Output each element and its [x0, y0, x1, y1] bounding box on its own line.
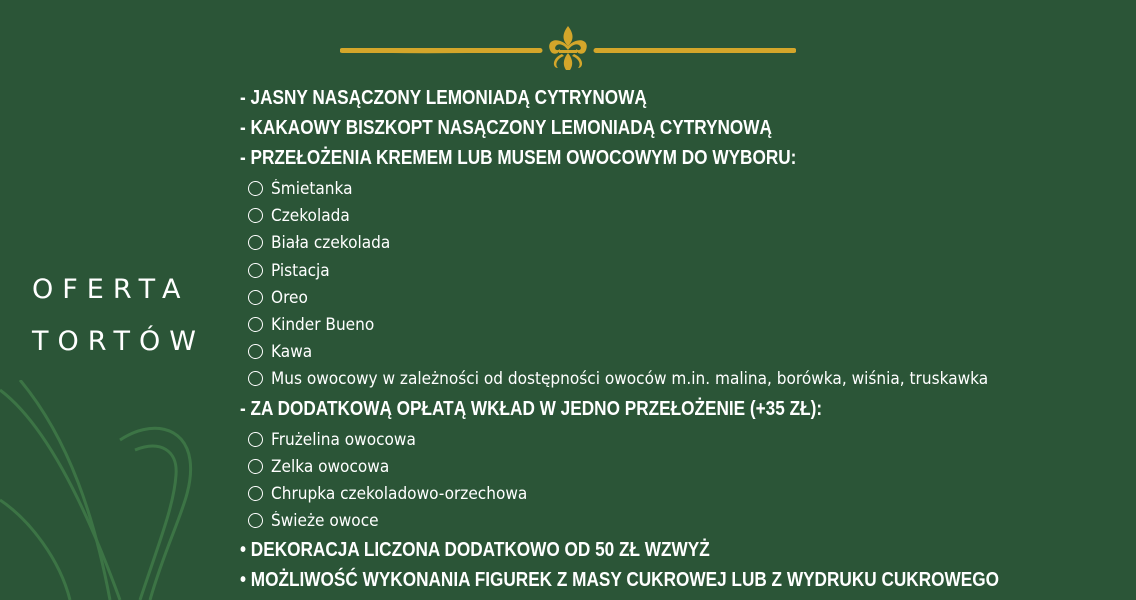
extra-option-label: Chrupka czekoladowo-orzechowa [271, 483, 528, 503]
radio-circle-icon[interactable] [248, 235, 263, 250]
filling-option-label: Biała czekolada [271, 233, 391, 253]
figurines-note: • MOŻLIWOŚĆ WYKONANIA FIGUREK Z MASY CUKROWEJ LUB Z WYDRUKU CUKROWEGO [240, 569, 999, 592]
extra-option[interactable] [240, 480, 1120, 507]
radio-circle-icon[interactable] [248, 208, 263, 223]
filling-option-label: Śmietanka [271, 179, 353, 199]
side-title-line2: TORTÓW [32, 326, 205, 357]
decoration-note: • DEKORACJA LICZONA DODATKOWO OD 50 ZŁ WZWYŻ [240, 539, 710, 562]
filling-option-label: Czekolada [271, 206, 350, 226]
filling-option-label: Pistacja [271, 260, 330, 280]
sponge-light-heading: - JASNY NASĄCZONY LEMONIADĄ CYTRYNOWĄ [240, 87, 647, 109]
radio-circle-icon[interactable] [248, 290, 263, 305]
filling-option[interactable] [240, 175, 1120, 202]
extra-option[interactable] [240, 453, 1120, 480]
radio-circle-icon[interactable] [248, 263, 263, 278]
leaf-decoration [0, 380, 230, 600]
radio-circle-icon[interactable] [248, 459, 263, 474]
fillings-heading: - PRZEŁOŻENIA KREMEM LUB MUSEM OWOCOWYM DO WYBORU: [240, 147, 797, 169]
radio-circle-icon[interactable] [248, 513, 263, 528]
filling-option[interactable] [240, 365, 1120, 392]
fillings-list [240, 175, 1120, 393]
filling-option-label: Oreo [271, 287, 308, 307]
offer-content [240, 84, 1120, 595]
radio-circle-icon[interactable] [248, 486, 263, 501]
filling-option-label: Kinder Bueno [271, 315, 375, 335]
extra-option[interactable] [240, 426, 1120, 453]
filling-option[interactable] [240, 257, 1120, 284]
radio-circle-icon[interactable] [248, 371, 263, 386]
sponge-cocoa-heading: - KAKAOWY BISZKOPT NASĄCZONY LEMONIADĄ CYTRYNOWĄ [240, 117, 772, 139]
radio-circle-icon[interactable] [248, 432, 263, 447]
extra-option-label: Zelka owocowa [271, 456, 390, 476]
radio-circle-icon[interactable] [248, 317, 263, 332]
extra-option-label: Frużelina owocowa [271, 429, 416, 449]
filling-option[interactable] [240, 202, 1120, 229]
extras-list [240, 426, 1120, 535]
filling-option-label: Kawa [271, 342, 313, 362]
extra-option-label: Świeże owoce [271, 511, 379, 531]
filling-option[interactable] [240, 311, 1120, 338]
filling-option[interactable] [240, 338, 1120, 365]
filling-option-label: Mus owocowy w zależności od dostępności owoców m.in. malina, borówka, wiśnia, truskawka [271, 369, 989, 389]
side-title-line1: OFERTA [32, 274, 190, 305]
fleur-de-lis-ornament [340, 24, 796, 74]
filling-option[interactable] [240, 284, 1120, 311]
extra-option[interactable] [240, 507, 1120, 534]
side-title [32, 266, 222, 366]
radio-circle-icon[interactable] [248, 344, 263, 359]
radio-circle-icon[interactable] [248, 181, 263, 196]
filling-option[interactable] [240, 229, 1120, 256]
extras-heading: - ZA DODATKOWĄ OPŁATĄ WKŁAD W JEDNO PRZEŁOŻENIE (+35 ZŁ): [240, 397, 823, 420]
